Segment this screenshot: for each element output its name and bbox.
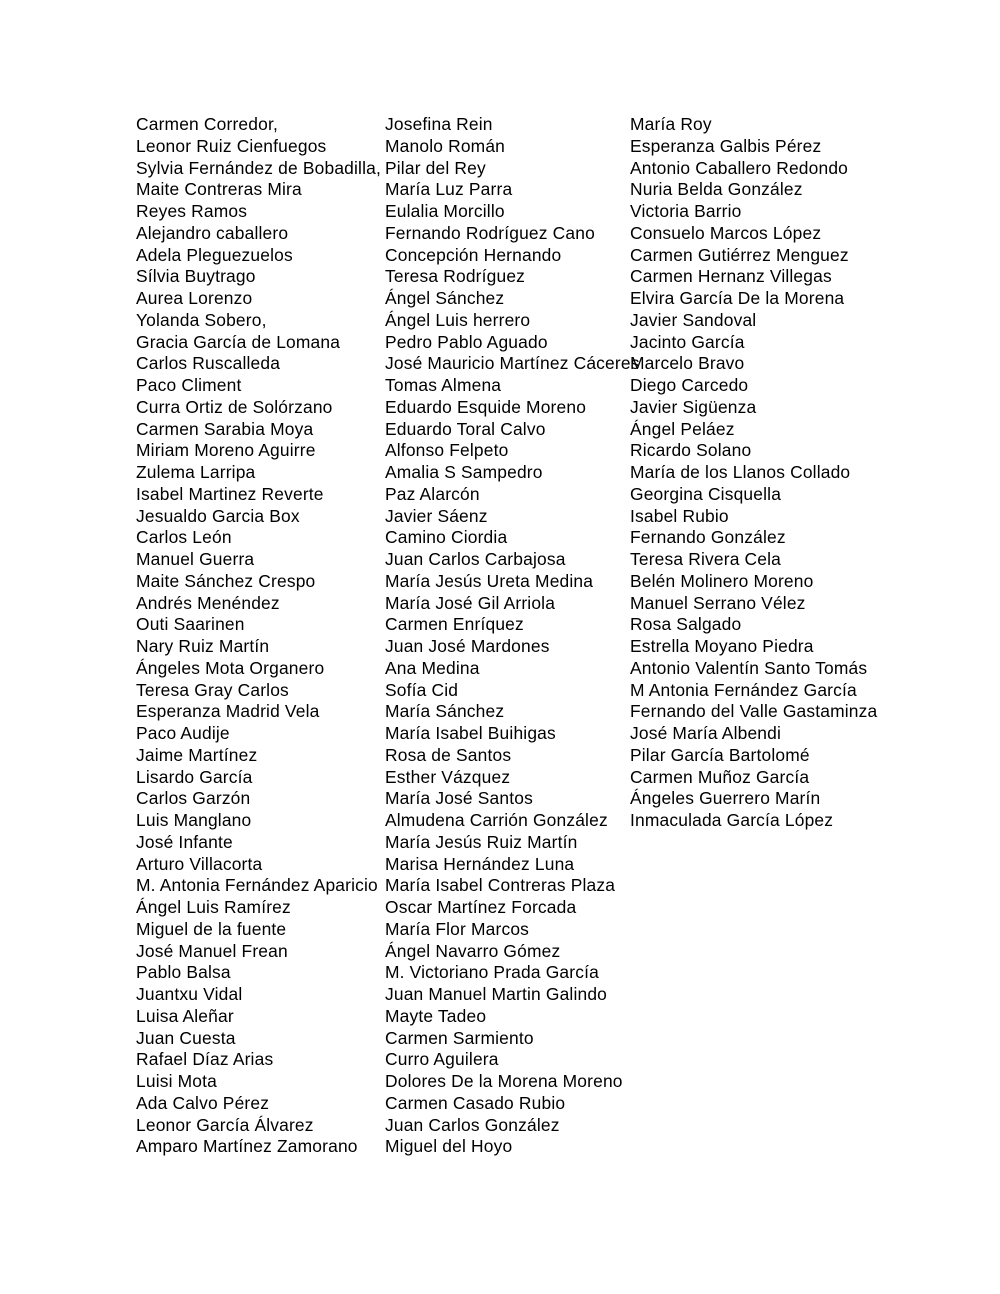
name-entry: Ada Calvo Pérez — [136, 1092, 270, 1113]
name-entry: Eduardo Toral Calvo — [385, 418, 546, 439]
name-entry: Gracia García de Lomana — [136, 331, 341, 352]
name-entry: Alejandro caballero — [136, 222, 289, 243]
name-entry: María Isabel Contreras Plaza — [385, 875, 616, 896]
name-entry: María Luz Parra — [385, 179, 513, 200]
name-entry: Aurea Lorenzo — [136, 288, 253, 308]
name-entry: Maite Contreras Mira — [136, 179, 302, 200]
name-entry: Arturo Villacorta — [136, 853, 263, 874]
name-entry: Teresa Rodríguez — [385, 266, 526, 287]
name-entry: Juan Carlos Carbajosa — [385, 549, 566, 569]
name-entry: Pilar García Bartolomé — [630, 744, 810, 765]
name-entry: Nary Ruiz Martín — [136, 636, 270, 656]
name-entry: María de los Llanos Collado — [630, 462, 851, 482]
name-entry: Antonio Caballero Redondo — [630, 157, 849, 178]
name-entry: Dolores De la Morena Moreno — [385, 1071, 623, 1091]
name-entry: Paz Alarcón — [385, 483, 480, 504]
name-entry: Teresa Gray Carlos — [136, 679, 289, 700]
name-entry: M. Antonia Fernández Aparicio — [136, 875, 378, 896]
name-entry: Ana Medina — [385, 657, 480, 678]
name-entry: Rafael Díaz Arias — [136, 1049, 274, 1070]
name-entry: Ángel Peláez — [630, 418, 735, 439]
name-entry: Luis Manglano — [136, 810, 252, 830]
name-entry: Manuel Serrano Vélez — [630, 592, 806, 613]
name-entry: Ángel Luis herrero — [385, 309, 531, 330]
name-entry: Antonio Valentín Santo Tomás — [630, 657, 868, 678]
name-entry: María Flor Marcos — [385, 918, 530, 939]
name-entry: José Infante — [136, 831, 233, 852]
name-entry: José Mauricio Martínez Cáceres — [385, 353, 640, 374]
name-entry: Consuelo Marcos López — [630, 222, 822, 243]
name-entry: Ángel Luis Ramírez — [136, 897, 291, 917]
name-entry: Inmaculada García López — [630, 810, 834, 830]
name-entry: Carlos Garzón — [136, 788, 251, 809]
name-entry: Ángeles Guerrero Marín — [630, 788, 821, 809]
name-entry: Carmen Sarmiento — [385, 1027, 534, 1048]
name-entry: Zulema Larripa — [136, 462, 256, 482]
name-entry: Rosa Salgado — [630, 614, 742, 635]
name-entry: Jacinto García — [630, 331, 745, 352]
name-entry: Alfonso Felpeto — [385, 440, 509, 461]
name-entry: Juan Carlos González — [385, 1114, 560, 1135]
name-entry: Esther Vázquez — [385, 766, 511, 787]
name-entry: Ricardo Solano — [630, 440, 752, 461]
name-entry: Ángel Navarro Gómez — [385, 940, 561, 961]
name-entry: Carmen Corredor, — [136, 114, 278, 134]
name-entry: Estrella Moyano Piedra — [630, 636, 814, 656]
name-entry: Luisi Mota — [136, 1071, 217, 1091]
name-entry: Yolanda Sobero, — [136, 309, 267, 330]
name-entry: Sylvia Fernández de Bobadilla, — [136, 157, 381, 178]
name-entry: Amparo Martínez Zamorano — [136, 1136, 358, 1157]
name-entry: Esperanza Madrid Vela — [136, 701, 320, 722]
name-entry: Oscar Martínez Forcada — [385, 897, 577, 917]
name-entry: Eduardo Esquide Moreno — [385, 396, 587, 417]
name-entry: Javier Sáenz — [385, 505, 488, 526]
name-entry: Outi Saarinen — [136, 614, 245, 635]
name-entry: M. Victoriano Prada García — [385, 962, 599, 983]
name-entry: Javier Sigüenza — [630, 396, 757, 417]
name-entry: Amalia S Sampedro — [385, 462, 543, 482]
name-entry: Fernando del Valle Gastaminza — [630, 701, 878, 722]
name-entry: José María Albendi — [630, 723, 782, 743]
name-entry: Pilar del Rey — [385, 157, 486, 178]
name-entry: Juan Manuel Martin Galindo — [385, 984, 608, 1004]
name-entry: María Roy — [630, 114, 712, 134]
name-entry: Lisardo García — [136, 766, 253, 787]
name-entry: Juantxu Vidal — [136, 984, 243, 1004]
name-entry: José Manuel Frean — [136, 940, 288, 961]
name-entry: Reyes Ramos — [136, 201, 248, 221]
name-entry: María José Santos — [385, 788, 533, 809]
name-entry: Javier Sandoval — [630, 309, 757, 330]
name-entry: Georgina Cisquella — [630, 483, 782, 504]
name-entry: Curra Ortiz de Solórzano — [136, 396, 333, 417]
name-entry: Marcelo Bravo — [630, 353, 745, 374]
name-entry: Concepción Hernando — [385, 244, 562, 265]
name-entry: Belén Molinero Moreno — [630, 570, 814, 591]
name-entry: Andrés Menéndez — [136, 592, 280, 613]
name-entry: Pablo Balsa — [136, 962, 231, 983]
name-entry: Carmen Muñoz García — [630, 766, 810, 787]
name-entry: Paco Audije — [136, 723, 230, 743]
name-entry: Juan José Mardones — [385, 636, 550, 656]
name-entry: Paco Climent — [136, 375, 242, 395]
name-entry: Sílvia Buytrago — [136, 266, 256, 287]
name-entry: Almudena Carrión González — [385, 810, 608, 830]
name-entry: Miguel del Hoyo — [385, 1136, 513, 1157]
name-entry: Carmen Gutiérrez Menguez — [630, 244, 849, 265]
name-entry: Isabel Martinez Reverte — [136, 483, 324, 504]
name-entry: Mayte Tadeo — [385, 1005, 487, 1026]
name-entry: Luisa Aleñar — [136, 1005, 234, 1026]
name-column-1 — [136, 114, 385, 1158]
name-entry: María Jesús Ureta Medina — [385, 570, 594, 591]
name-entry: Carmen Hernanz Villegas — [630, 266, 832, 287]
name-entry: Jesualdo Garcia Box — [136, 505, 300, 526]
name-entry: Camino Ciordia — [385, 527, 508, 548]
name-entry: Isabel Rubio — [630, 505, 729, 526]
name-list-columns — [136, 114, 876, 1158]
name-entry: Curro Aguilera — [385, 1049, 499, 1070]
name-entry: Manolo Román — [385, 135, 506, 156]
name-entry: Ángeles Mota Organero — [136, 657, 325, 678]
name-entry: Adela Pleguezuelos — [136, 244, 293, 265]
name-entry: Fernando González — [630, 527, 786, 548]
name-entry: María Jesús Ruiz Martín — [385, 831, 578, 852]
name-entry: Carmen Casado Rubio — [385, 1092, 566, 1113]
name-entry: Leonor García Álvarez — [136, 1114, 314, 1135]
name-entry: Eulalia Morcillo — [385, 201, 505, 221]
name-entry: Elvira García De la Morena — [630, 288, 845, 308]
name-entry: Miguel de la fuente — [136, 918, 287, 939]
name-entry: Manuel Guerra — [136, 549, 255, 569]
name-entry: Pedro Pablo Aguado — [385, 331, 548, 352]
name-entry: Sofía Cid — [385, 679, 459, 700]
name-entry: María José Gil Arriola — [385, 592, 556, 613]
name-entry: Carmen Sarabia Moya — [136, 418, 314, 439]
name-entry: Josefina Rein — [385, 114, 493, 134]
name-entry: Miriam Moreno Aguirre — [136, 440, 316, 461]
name-entry: Fernando Rodríguez Cano — [385, 222, 595, 243]
name-entry: María Isabel Buihigas — [385, 723, 556, 743]
name-entry: M Antonia Fernández García — [630, 679, 857, 700]
name-entry: Teresa Rivera Cela — [630, 549, 782, 569]
name-column-2 — [385, 114, 640, 1158]
name-entry: Diego Carcedo — [630, 375, 749, 395]
name-entry: Tomas Almena — [385, 375, 502, 395]
name-entry: Maite Sánchez Crespo — [136, 570, 316, 591]
name-entry: Rosa de Santos — [385, 744, 512, 765]
name-entry: Nuria Belda González — [630, 179, 803, 200]
name-entry: Jaime Martínez — [136, 744, 258, 765]
name-entry: Carmen Enríquez — [385, 614, 524, 635]
name-entry: Carlos León — [136, 527, 232, 548]
name-entry: Leonor Ruiz Cienfuegos — [136, 135, 327, 156]
name-entry: María Sánchez — [385, 701, 505, 722]
name-entry: Marisa Hernández Luna — [385, 853, 575, 874]
name-entry: Carlos Ruscalleda — [136, 353, 281, 374]
name-entry: Victoria Barrio — [630, 201, 742, 221]
name-entry: Esperanza Galbis Pérez — [630, 135, 822, 156]
name-entry: Ángel Sánchez — [385, 288, 505, 308]
name-column-3 — [630, 114, 876, 832]
name-entry: Juan Cuesta — [136, 1027, 236, 1048]
